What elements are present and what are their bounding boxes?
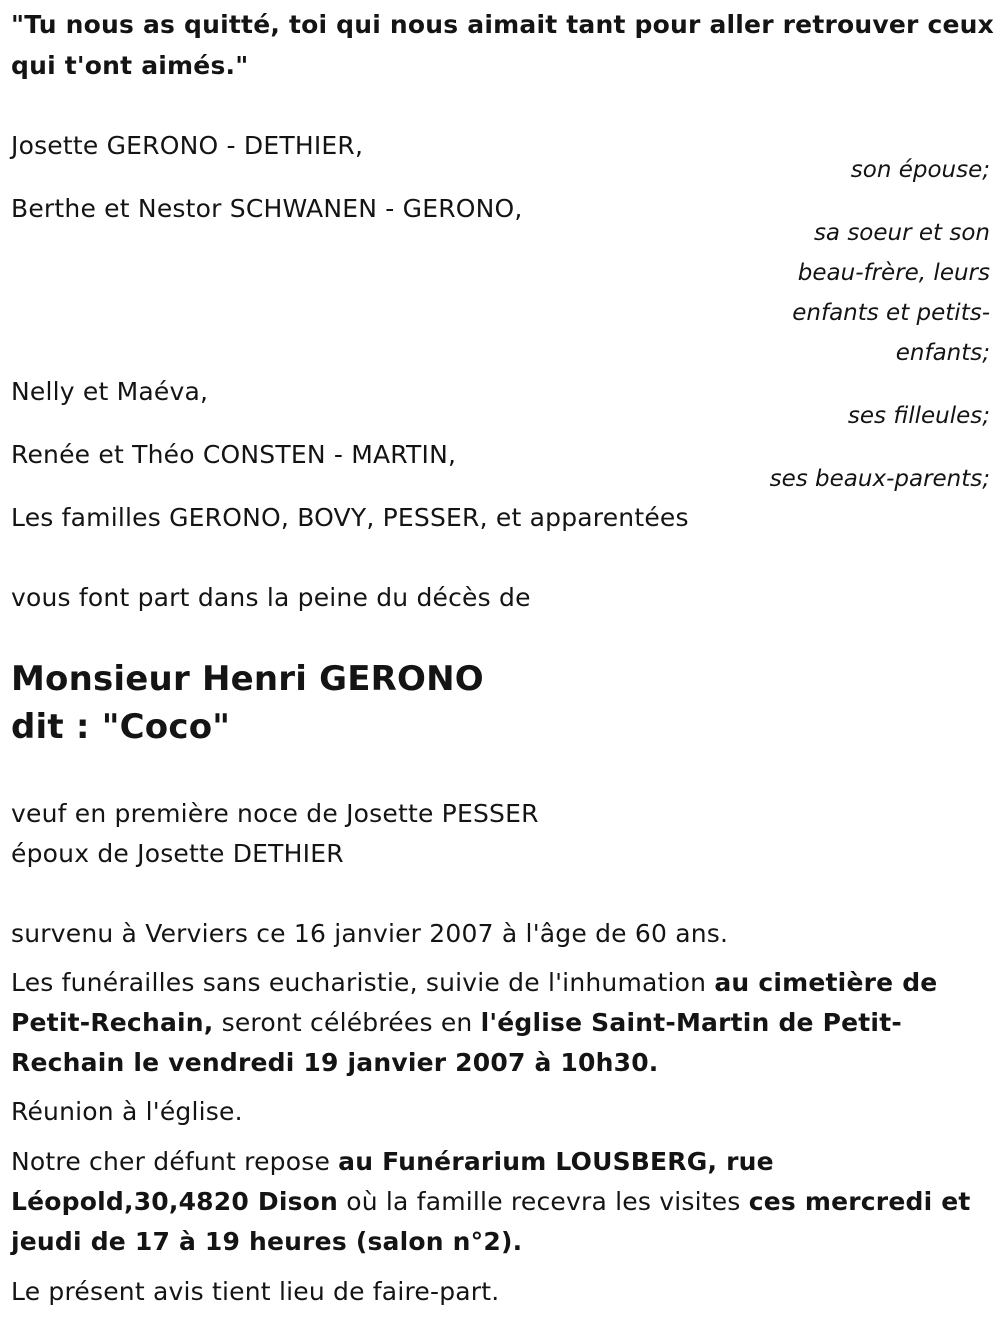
mourner-name: Renée et Théo CONSTEN - MARTIN, xyxy=(11,440,457,469)
announcement: vous font part dans la peine du décès de xyxy=(11,583,531,612)
visitation-funeral-home: au Funérarium LOUSBERG, rue xyxy=(338,1147,774,1176)
mourner-relation: ses beaux-parents; xyxy=(769,466,990,492)
visitation-line-3 xyxy=(11,1222,522,1262)
marital-line-1: veuf en première noce de Josette PESSER xyxy=(11,799,539,828)
funeral-line-2 xyxy=(11,1003,902,1043)
funeral-church: l'église Saint-Martin de Petit- xyxy=(480,1008,902,1037)
deceased-name: Monsieur Henri GERONO xyxy=(11,659,484,699)
visitation-line-1 xyxy=(11,1142,774,1182)
visitation-text: Notre cher défunt repose xyxy=(11,1147,339,1176)
deceased-nickname: dit : "Coco" xyxy=(11,707,231,747)
meeting: Réunion à l'église. xyxy=(11,1097,243,1126)
mourner-name: Nelly et Maéva, xyxy=(11,377,209,406)
visitation-hours: jeudi de 17 à 19 heures (salon n°2). xyxy=(11,1227,523,1256)
mourner-name: Berthe et Nestor SCHWANEN - GERONO, xyxy=(11,194,523,223)
epitaph-line-1: "Tu nous as quitté, toi qui nous aimait tant pour aller retrouver ceux xyxy=(11,10,994,39)
mourner-name: Les familles GERONO, BOVY, PESSER, et apparentées xyxy=(11,503,689,532)
mourner-relation: beau-frère, leurs xyxy=(797,260,990,286)
visitation-text: où la famille recevra les visites xyxy=(338,1187,749,1216)
mourner-relation: enfants; xyxy=(895,340,990,366)
visitation-address: Léopold,30,4820 Dison xyxy=(11,1187,339,1216)
death-info: survenu à Verviers ce 16 janvier 2007 à l'âge de 60 ans. xyxy=(11,919,729,948)
marital-line-2: époux de Josette DETHIER xyxy=(11,839,344,868)
funeral-text: seront célébrées en xyxy=(213,1008,481,1037)
mourner-relation: ses filleules; xyxy=(847,403,990,429)
mourner-name: Josette GERONO - DETHIER, xyxy=(11,131,364,160)
funeral-place: Petit-Rechain, xyxy=(11,1008,214,1037)
funeral-cemetery: au cimetière de xyxy=(714,968,938,997)
funeral-line-3 xyxy=(11,1043,659,1083)
visitation-line-2 xyxy=(11,1182,971,1222)
epitaph-line-2: qui t'ont aimés." xyxy=(11,51,249,80)
funeral-line-1 xyxy=(11,963,937,1003)
mourner-relation: son épouse; xyxy=(850,157,990,183)
mourner-relation: enfants et petits- xyxy=(792,300,990,326)
closing-note: Le présent avis tient lieu de faire-part. xyxy=(11,1277,500,1306)
funeral-text: Les funérailles sans eucharistie, suivie de l'inhumation xyxy=(11,968,715,997)
funeral-datetime: Rechain le vendredi 19 janvier 2007 à 10h30. xyxy=(11,1048,659,1077)
visitation-days: ces mercredi et xyxy=(748,1187,971,1216)
mourner-relation: sa soeur et son xyxy=(813,220,990,246)
